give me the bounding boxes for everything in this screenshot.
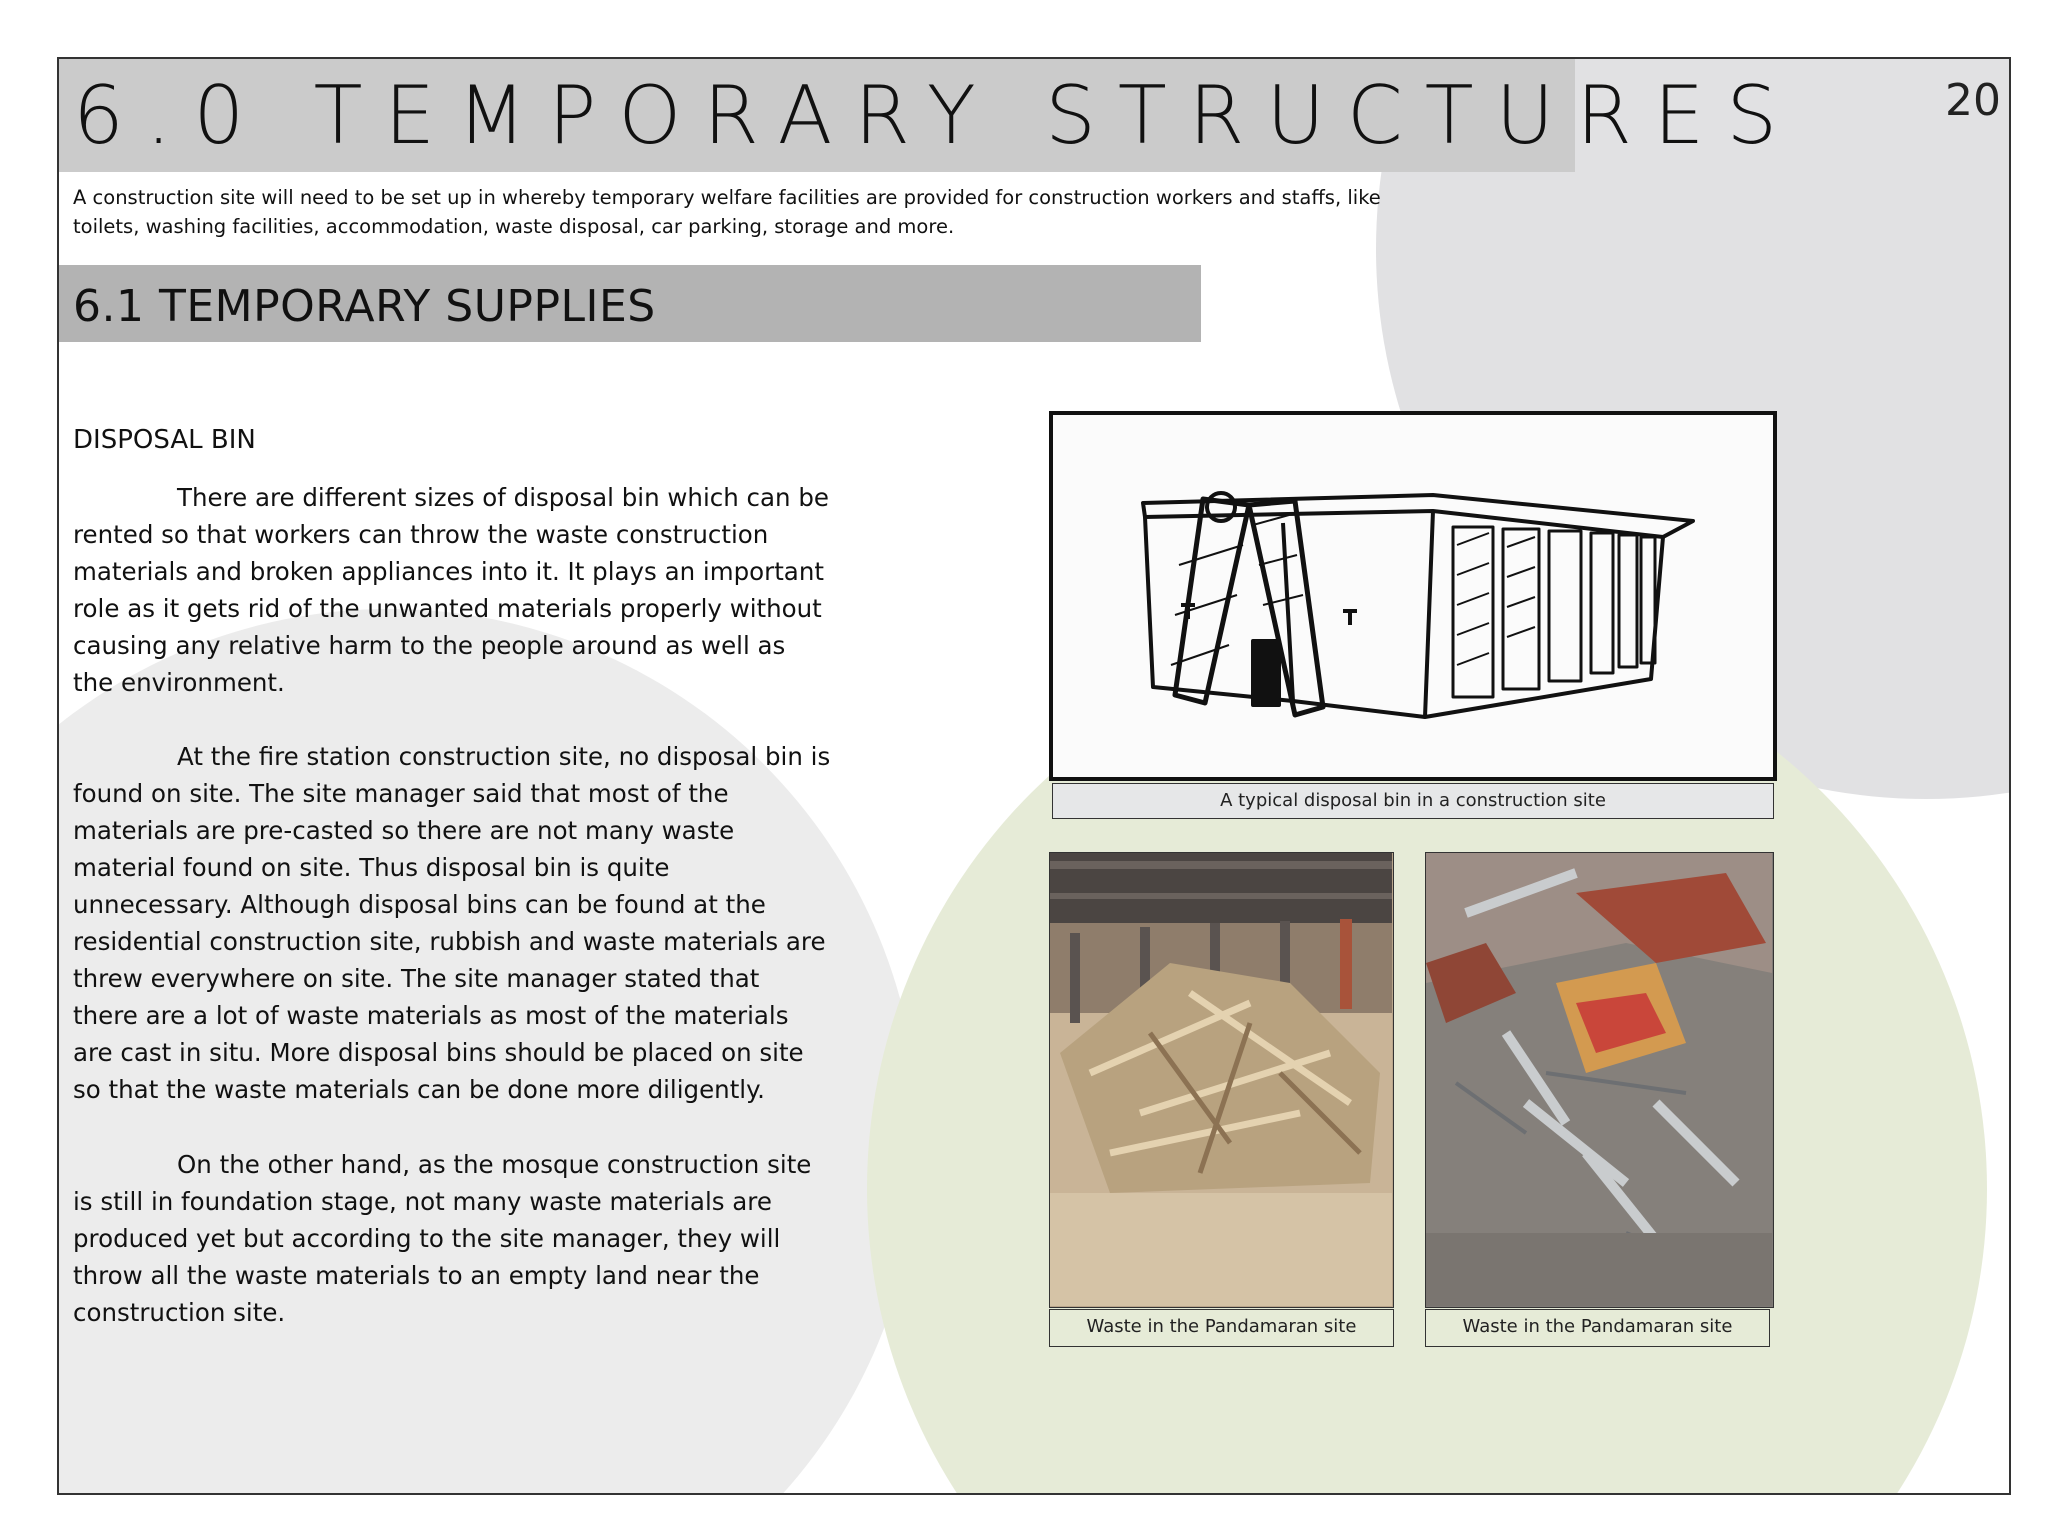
main-figure-caption: A typical disposal bin in a construction site [1052, 783, 1774, 819]
page-number: 20 [1945, 75, 2001, 126]
body-paragraph-2: At the fire station construction site, no disposal bin is found on site. The site manager said that most of the materials are pre-casted so there are not many waste material found on site. Thus disposal bin is quite unnecessary. Although disposal bins can be found at the residential construction site, rubbish and waste materials are threw everywhere on site. The site manager stated that there are a lot of waste materials as most of the materials are cast in situ. More disposal bins should be placed on site so that the waste materials can be done more diligently. [73, 742, 831, 1104]
title-bar [59, 59, 1800, 172]
metal-scrap-image [1426, 853, 1772, 1306]
waste-photo-1 [1049, 852, 1394, 1308]
intro-text: A construction site will need to be set up in whereby temporary welfare facilities are provided for construction workers and staffs, like toilets, washing facilities, accommodation, waste disposal, car parking, storage and more. [73, 186, 1381, 238]
photo-2-caption: Waste in the Pandamaran site [1425, 1309, 1770, 1347]
disposal-bin-sketch [1049, 411, 1777, 781]
body-paragraph-1: There are different sizes of disposal bin which can be rented so that workers can throw the waste construction materials and broken appliances into it. It plays an important role as it gets rid of the unwanted materials properly without causing any relative harm to the people around as well as the environment. [73, 483, 829, 697]
body-paragraph-3: On the other hand, as the mosque construction site is still in foundation stage, not many waste materials are produced yet but according to the site manager, they will throw all the waste materials to an empty land near the construction site. [73, 1150, 812, 1327]
timber-waste-image [1050, 853, 1392, 1306]
waste-photo-2 [1425, 852, 1774, 1308]
page-title: 6.0 TEMPORARY STRUCTURES [73, 69, 1800, 162]
subsection-title: 6.1 TEMPORARY SUPPLIES [73, 281, 656, 332]
photo-1-caption: Waste in the Pandamaran site [1049, 1309, 1394, 1347]
disposal-bin-drawing [1053, 415, 1773, 777]
subsection-bar [59, 265, 1201, 342]
section-heading: DISPOSAL BIN [73, 425, 256, 455]
page-frame [57, 57, 2011, 1495]
